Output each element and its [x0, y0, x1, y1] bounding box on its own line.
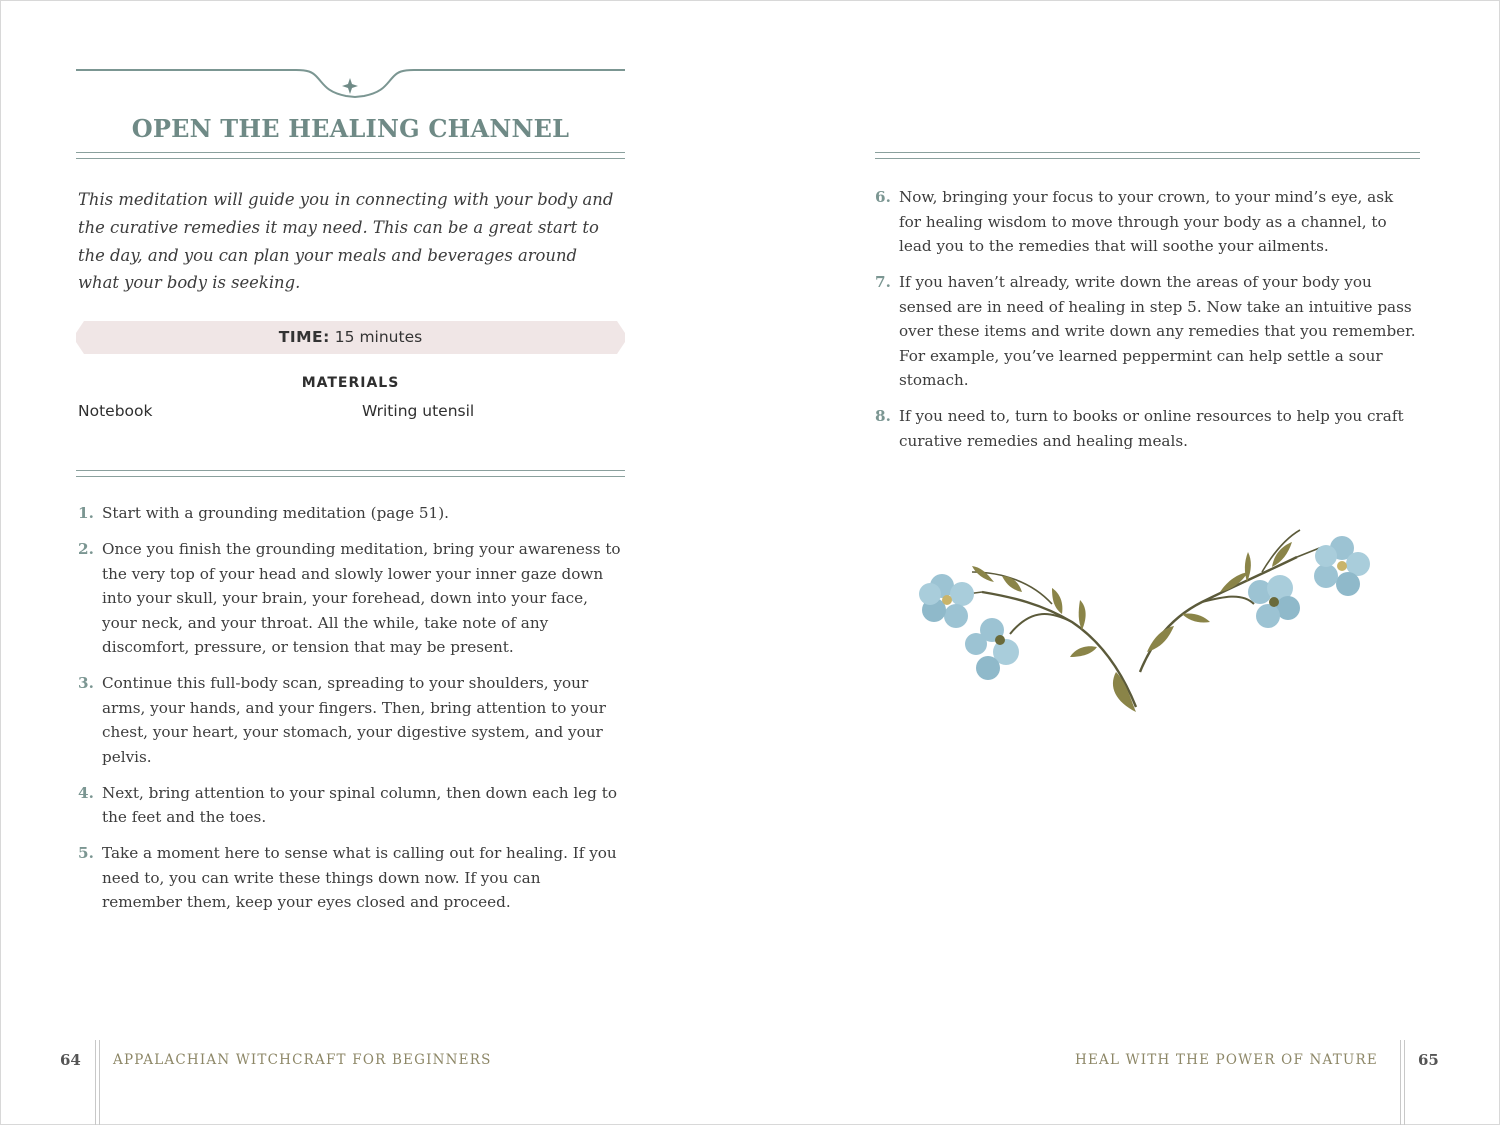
page-number-left: 64: [60, 1051, 81, 1069]
blue-flax-flowers-illustration: [902, 512, 1382, 712]
material-item: Notebook: [78, 402, 153, 420]
running-head-right: HEAL WITH THE POWER OF NATURE: [1075, 1052, 1378, 1068]
step-text: Now, bringing your focus to your crown, to your mind’s eye, ask for healing wisdom to move through your body as a channel, to lead you to the remedies that will soothe your ailments.: [899, 188, 1394, 255]
right-page: [750, 0, 1500, 1125]
step-text: If you need to, turn to books or online resources to help you craft curative remedies and healing meals.: [899, 407, 1404, 450]
steps-list-left: [78, 501, 623, 926]
step-item: [875, 185, 1420, 259]
time-info: [76, 328, 625, 346]
footer-rule: [1404, 1040, 1405, 1125]
step-number: 5.: [78, 844, 94, 862]
step-text: Take a moment here to sense what is calling out for healing. If you need to, you can write these things down now. If you can remember them, keep your eyes closed and proceed.: [102, 844, 617, 911]
flower-icon: [1248, 575, 1300, 628]
step-item: [78, 781, 623, 830]
step-text: Continue this full-body scan, spreading to your shoulders, your arms, your hands, and your fingers. Then, bring attention to your chest, your heart, your stomach, your digestive system, and your pelvis.: [102, 674, 606, 766]
step-number: 8.: [875, 407, 891, 425]
intro-paragraph: This meditation will guide you in connecting with your body and the curative remedies it may need. This can be a great start to the day, and you can plan your meals and beverages around what your body is seeking.: [78, 190, 614, 293]
flower-icon: [965, 618, 1019, 680]
flower-icon: [919, 574, 974, 628]
step-text: Next, bring attention to your spinal column, then down each leg to the feet and the toes.: [102, 783, 617, 826]
step-item: [875, 270, 1420, 393]
footer-rule: [99, 1040, 100, 1125]
flower-icon: [1314, 536, 1370, 596]
footer-rule: [1400, 1040, 1401, 1125]
time-label: TIME:: [278, 328, 330, 346]
materials-double-rule: [76, 470, 625, 477]
materials-heading: MATERIALS: [301, 375, 400, 391]
material-item: Writing utensil: [362, 402, 475, 420]
step-number: 7.: [875, 273, 891, 291]
header-ornament: [76, 62, 625, 107]
step-item: [78, 671, 623, 769]
title-double-rule: [76, 152, 625, 159]
step-text: Once you finish the grounding meditation, bring your awareness to the very top of your head and slowly lower your inner gaze down into your skull, your brain, your forehead, down into your face, your neck, and your throat. All the while, take note of any discomfort, pressure, or tension that may be present.: [102, 540, 621, 656]
step-number: 3.: [78, 674, 94, 692]
step-number: 4.: [78, 783, 94, 802]
steps-list-right: [875, 185, 1420, 465]
ornament-star-icon: [342, 78, 358, 94]
time-value: 15 minutes: [334, 328, 423, 346]
running-head-left: APPALACHIAN WITCHCRAFT FOR BEGINNERS: [113, 1052, 492, 1068]
step-item: [875, 404, 1420, 453]
footer-rule: [95, 1040, 96, 1125]
step-item: [78, 501, 623, 526]
step-text: Start with a grounding meditation (page 51).: [102, 504, 449, 522]
step-item: [78, 537, 623, 660]
step-number: 1.: [78, 504, 94, 522]
top-double-rule: [875, 152, 1420, 159]
step-number: 6.: [875, 188, 891, 206]
step-number: 2.: [78, 540, 94, 558]
step-text: If you haven’t already, write down the areas of your body you sensed are in need of healing in step 5. Now take an intuitive pass over these items and write down any remedies that you remember. For example, you’ve learned peppermint can help settle a sour stomach.: [899, 273, 1416, 389]
step-item: [78, 841, 623, 915]
page-number-right: 65: [1418, 1051, 1439, 1069]
page-title: OPEN THE HEALING CHANNEL: [131, 114, 570, 143]
